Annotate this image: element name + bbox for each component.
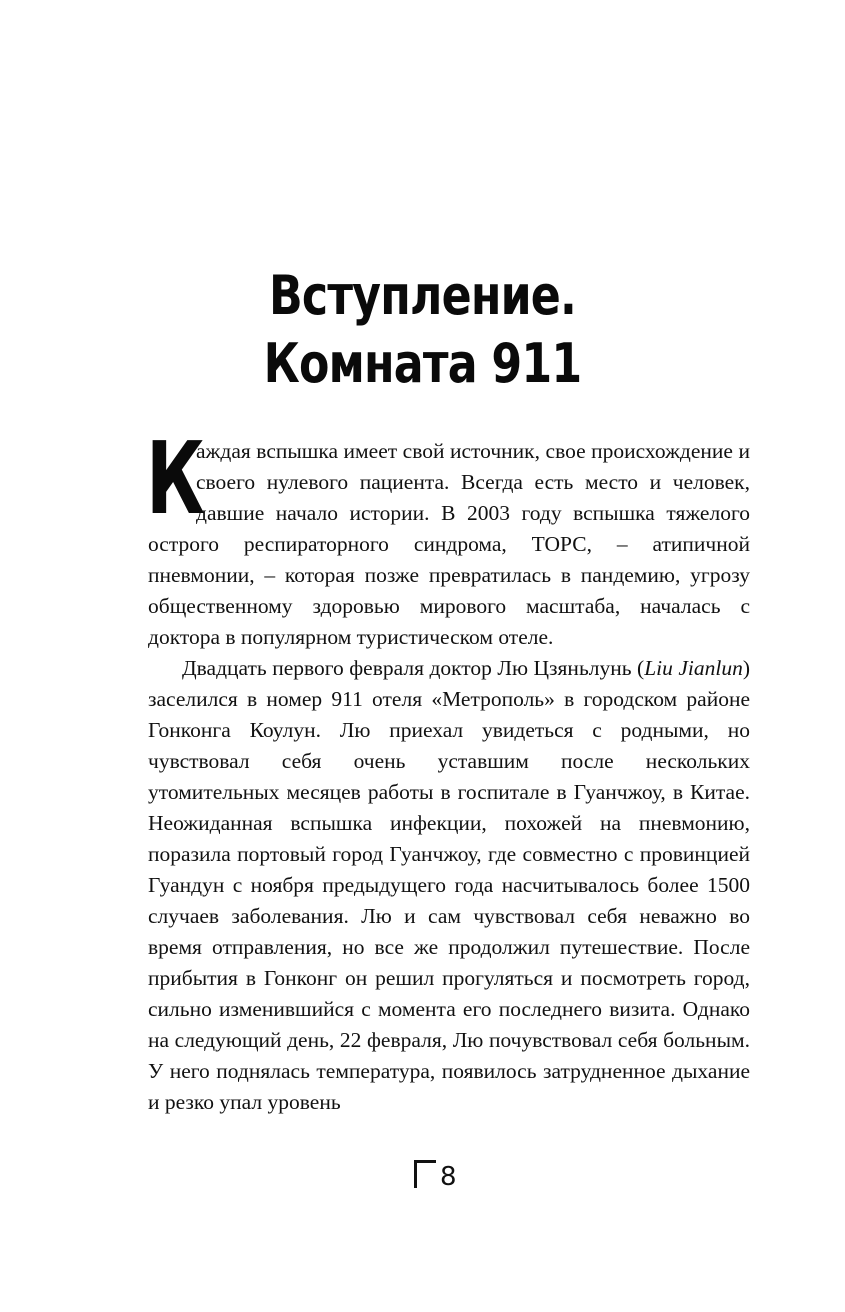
page-number: 8	[440, 1162, 457, 1192]
chapter-title	[76, 262, 769, 398]
paragraph-2-rest: ) заселился в номер 911 отеля «Метрополь» в городском районе Гонконга Коулун. Лю приехал увидеться с родными, но чувствовал себя очень уставшим после нескольких утомительных месяцев работы в госпитале в Гуанчжоу, в Китае. Неожиданная вспышка инфекции, похожей на пневмонию, поразила портовый город Гуанчжоу, где совместно с провинцией Гуандун с ноября предыдущего года насчитывалось более 1500 случаев заболевания. Лю и сам чувствовал себя неважно во время отправления, но все же продолжил путешествие. После прибытия в Гонконг он решил прогуляться и посмотреть город, сильно изменившийся с момента его последнего визита. Однако на следующий день, 22 февраля, Лю почувствовал себя больным. У него поднялась температура, появилось затрудненное дыхание и резко упал уровень	[148, 656, 751, 1114]
drop-cap-letter: К	[146, 420, 205, 537]
paragraph-2	[148, 653, 750, 1118]
paragraph-2-italic-name: Liu Jianlun	[644, 656, 743, 680]
corner-bracket-icon	[414, 1160, 436, 1188]
body-text	[146, 420, 751, 1118]
paragraph-1-text: аждая вспышка имеет свой источник, свое происхождение и своего нулевого пациента. Всегда есть место и человек, давшие начало истории. В 2003 году вспышка тяжелого острого респираторного синдрома, ТОРС, – атипичной пневмонии, – которая позже превратилась в пандемию, угрозу общественному здоровью мирового масштаба, началась с доктора в популярном туристическом отеле.	[148, 439, 750, 649]
chapter-title-line-1: Вступление.	[268, 264, 577, 328]
chapter-title-line-2: Комната 911	[263, 332, 582, 396]
page-folio	[408, 1158, 478, 1198]
paragraph-1	[146, 420, 750, 653]
paragraph-2-start: Двадцать первого февраля доктор Лю Цзяньлунь (	[182, 656, 645, 680]
